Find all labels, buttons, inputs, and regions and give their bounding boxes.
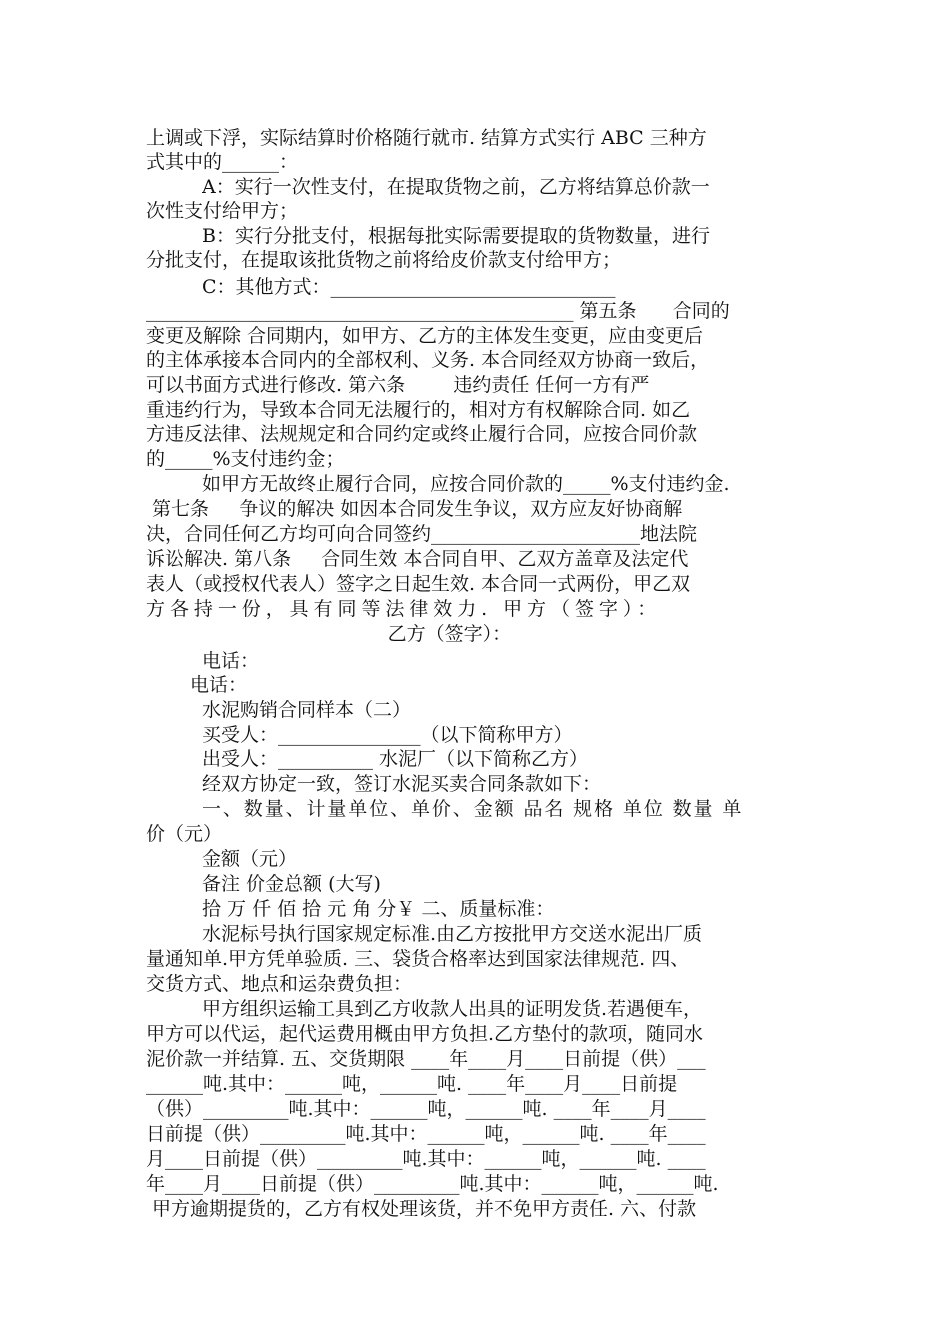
text-line: 式其中的______： xyxy=(146,151,299,173)
text-line: C：其他方式：______________________________ xyxy=(202,276,616,298)
text-line: 第七条 争议的解决 如因本合同发生争议，双方应友好协商解 xyxy=(146,498,683,520)
text-line: B：实行分批支付，根据每批实际需要提取的货物数量，进行 xyxy=(202,225,710,247)
section-title: 水泥购销合同样本（二） xyxy=(202,699,412,721)
text-line: 一、数量、计量单位、单价、金额 品名 规格 单位 数量 单 xyxy=(202,798,744,820)
text-line: 价（元） xyxy=(146,823,223,845)
text-line: 诉讼解决. 第八条 合同生效 本合同自甲、乙双方盖章及法定代 xyxy=(146,548,689,570)
text-line: 买受人：_______________（以下简称甲方） xyxy=(202,724,573,746)
text-line: 变更及解除 合同期内，如甲方、乙方的主体发生变更，应由变更后 xyxy=(146,325,704,347)
text-line: 如甲方无故终止履行合同，应按合同价款的_____%支付违约金. xyxy=(202,473,730,495)
text-line: 方违反法律、法规规定和合同约定或终止履行合同，应按合同价款 xyxy=(146,423,698,445)
text-line: 交货方式、地点和运杂费负担： xyxy=(146,973,413,995)
text-line: ______吨.其中：______吨，______吨. ____年____月____日前提 xyxy=(146,1073,678,1095)
text-line: 乙方（签字）： xyxy=(146,623,512,645)
text-line: 可以书面方式进行修改. 第六条 违约责任 任何一方有严 xyxy=(146,374,650,396)
text-line: 决，合同任何乙方均可向合同签约______________________地法院 xyxy=(146,523,698,545)
text-line: 出受人：__________ 水泥厂（以下简称乙方） xyxy=(202,748,589,770)
text-line: 的_____%支付违约金； xyxy=(146,448,345,470)
text-line: 电话： xyxy=(190,674,248,696)
text-line: 方各持一份，具有同等法律效力. 甲方（签字）： xyxy=(146,598,662,620)
text-line: A：实行一次性支付，在提取货物之前，乙方将结算总价款一 xyxy=(202,176,710,198)
text-line: 金额（元） xyxy=(202,848,298,870)
text-line: 次性支付给甲方； xyxy=(146,200,299,222)
text-line: 表人（或授权代表人）签字之日起生效. 本合同一式两份，甲乙双 xyxy=(146,573,691,595)
text-line: 甲方可以代运，起代运费用概由甲方负担.乙方垫付的款项，随同水 xyxy=(146,1023,704,1045)
text-line: 分批支付，在提取该批货物之前将给皮价款支付给甲方； xyxy=(146,249,622,271)
text-line: （供）_________吨.其中：______吨，______吨. ____年____月____ xyxy=(146,1098,706,1120)
text-line: 重违约行为，导致本合同无法履行的，相对方有权解除合同. 如乙 xyxy=(146,399,691,421)
text-line: 备注 价金总额 (大写) xyxy=(202,873,381,895)
text-line: 的主体承接本合同内的全部权利、义务. 本合同经双方协商一致后， xyxy=(146,349,710,371)
text-line: 甲方组织运输工具到乙方收款人出具的证明发货.若遇便车， xyxy=(202,998,703,1020)
text-line: 上调或下浮，实际结算时价格随行就市. 结算方式实行 ABC 三种方 xyxy=(146,127,707,149)
text-line: 经双方协定一致，签订水泥买卖合同条款如下： xyxy=(202,773,602,795)
text-line: 泥价款一并结算. 五、交货期限 ____年____月____日前提（供）___ xyxy=(146,1048,706,1070)
text-line: 年____月____日前提（供）_________吨.其中：______吨，______吨. xyxy=(146,1173,719,1195)
text-line: 水泥标号执行国家规定标准.由乙方按批甲方交送水泥出厂质 xyxy=(202,923,703,945)
text-line: 甲方逾期提货的，乙方有权处理该货，并不免甲方责任. 六、付款 xyxy=(146,1198,697,1220)
text-line: 量通知单.甲方凭单验质. 三、袋货合格率达到国家法律规范. 四、 xyxy=(146,948,690,970)
text-line: 电话： xyxy=(202,650,260,672)
text-line: 月____日前提（供）_________吨.其中：______吨，______吨. ____ xyxy=(146,1148,706,1170)
text-line: 日前提（供）_________吨.其中：______吨，______吨. ____年____ xyxy=(146,1123,706,1145)
text-line: 拾 万 仟 佰 拾 元 角 分￥ 二、质量标准： xyxy=(202,898,555,920)
text-line: _____________________________________________ 第五条 合同的 xyxy=(146,300,730,322)
